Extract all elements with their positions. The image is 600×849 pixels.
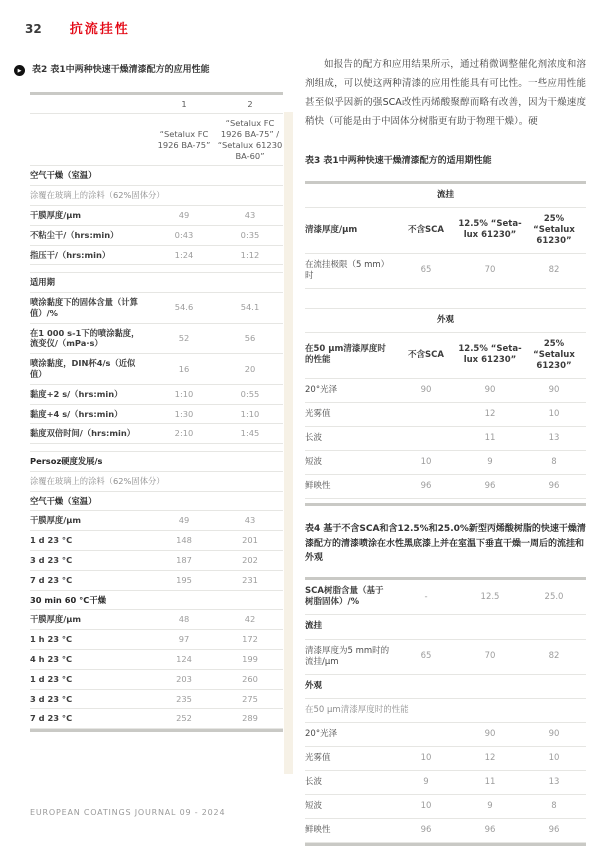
- row-value: 9: [487, 457, 493, 468]
- row-value: 231: [242, 574, 258, 585]
- row-value: 1:12: [240, 249, 260, 260]
- row-value: 235: [176, 693, 192, 704]
- row-value: 20: [244, 363, 256, 374]
- row-label: 3 d 23 °C: [30, 555, 73, 566]
- table2-bottom-border: [30, 729, 283, 732]
- row-value: 90: [484, 728, 496, 739]
- row-value: 25% “Setalux 61230”: [533, 338, 575, 371]
- row-value: 0:43: [174, 229, 194, 240]
- row-value: 65: [420, 651, 432, 662]
- right-column: [305, 55, 586, 846]
- row-label: 外观: [305, 680, 323, 691]
- table-row: [30, 265, 283, 273]
- table-row: [30, 610, 283, 630]
- row-value: 不含SCA: [408, 224, 444, 235]
- row-value: 11: [484, 776, 496, 787]
- table4-caption: 表4 基于不含SCA和含12.5%和25.0%新型丙烯酸树脂的快速干燥清漆配方的清漆喷涂在水性黑底漆上并在室温下垂直干燥一周后的流挂和外观: [305, 524, 586, 563]
- table-row: [305, 580, 586, 615]
- left-column: [14, 64, 283, 732]
- row-value: 90: [548, 384, 560, 395]
- row-value: 124: [176, 653, 192, 664]
- row-label: 黏度+2 s/（hrs:min）: [30, 388, 123, 399]
- row-label: 干膜厚度/μm: [30, 209, 81, 220]
- table-row: [305, 427, 586, 451]
- row-value: 9: [487, 800, 493, 811]
- table-row: [305, 184, 586, 208]
- row-value: 8: [551, 800, 557, 811]
- row-value: 12: [484, 752, 496, 763]
- row-value: “Setalux FC 1926 BA-75” / “Setalux 61230 BA-60”: [217, 118, 283, 161]
- row-label: 短波: [305, 457, 323, 468]
- row-label: 20°光泽: [305, 728, 338, 739]
- table-row: [30, 206, 283, 226]
- row-value: 11: [484, 433, 496, 444]
- row-value: 1: [181, 98, 187, 109]
- row-value: 82: [548, 651, 560, 662]
- row-label: 流挂: [305, 621, 323, 632]
- table-row: [30, 709, 283, 729]
- row-value: 203: [176, 673, 192, 684]
- table-row: [305, 615, 586, 639]
- row-value: 10: [420, 800, 432, 811]
- row-value: 97: [178, 634, 190, 645]
- table-row: [305, 208, 586, 254]
- row-value: 90: [548, 728, 560, 739]
- row-value: 70: [484, 265, 496, 276]
- row-value: 10: [420, 457, 432, 468]
- row-value: 201: [242, 535, 258, 546]
- table3-caption: 表3 表1中两种快速干燥清漆配方的适用期性能: [305, 156, 492, 166]
- table-row: [30, 531, 283, 551]
- row-label: 短波: [305, 800, 323, 811]
- table-row: [305, 819, 586, 843]
- table-row: [305, 254, 586, 289]
- row-value: -: [424, 591, 428, 602]
- table2-caption: 表2 表1中两种快速干燥清漆配方的应用性能: [32, 65, 210, 75]
- table-row: [30, 405, 283, 425]
- row-value: 65: [420, 265, 432, 276]
- table-row: [30, 452, 283, 472]
- row-label: 清漆厚度/μm: [305, 224, 358, 235]
- table-row: [30, 424, 283, 444]
- table4-bottom-border: [305, 843, 586, 846]
- row-value: 187: [176, 555, 192, 566]
- row-label: 涂覆在玻璃上的涂料（62%固体分）: [30, 475, 165, 486]
- row-label: 空气干燥（室温）: [30, 170, 97, 181]
- table-row: [30, 591, 283, 611]
- row-value: 10: [548, 752, 560, 763]
- journal-footer: EUROPEAN COATINGS JOURNAL 09 - 2024: [30, 808, 226, 817]
- row-value: 1:24: [174, 249, 194, 260]
- row-value: 12.5% “Setalux 61230”: [458, 219, 522, 241]
- table3-bottom-border: [305, 503, 586, 506]
- row-value: 49: [178, 209, 190, 220]
- table-row: [30, 630, 283, 650]
- row-value: 1:10: [174, 388, 194, 399]
- beige-divider-strip: [284, 112, 293, 774]
- row-value: 1:10: [240, 408, 260, 419]
- row-label: Persoz硬度发展/s: [30, 456, 103, 467]
- row-label: 黏度双倍时间/（hrs:min）: [30, 428, 136, 439]
- row-value: 54.1: [240, 302, 260, 313]
- row-label: 在流挂极限（5 mm）时: [305, 259, 390, 281]
- row-value: 148: [176, 535, 192, 546]
- row-label: 长波: [305, 776, 323, 787]
- row-value: 42: [244, 614, 256, 625]
- row-value: 172: [242, 634, 258, 645]
- row-label: 在50 μm清漆厚度时的性能: [305, 344, 386, 366]
- row-value: 48: [178, 614, 190, 625]
- row-value: 16: [178, 363, 190, 374]
- table-row: [305, 475, 586, 499]
- row-label: 黏度+4 s/（hrs:min）: [30, 408, 123, 419]
- row-label: 喷涂黏度，DIN杯4/s（近似值）: [30, 358, 136, 379]
- row-value: 12: [484, 409, 496, 420]
- row-value: 13: [548, 433, 560, 444]
- page-number: 32: [25, 22, 42, 36]
- table4-wrap: [305, 577, 586, 846]
- row-value: 96: [420, 481, 432, 492]
- row-label: 适用期: [30, 277, 55, 288]
- row-value: “Setalux FC 1926 BA-75”: [157, 129, 211, 150]
- table-row: [30, 551, 283, 571]
- table-row: [305, 309, 586, 333]
- row-value: 0:55: [240, 388, 260, 399]
- table-row: [305, 451, 586, 475]
- row-label: 喷涂黏度下的固体含量（计算值）/%: [30, 297, 138, 318]
- row-value: 82: [548, 265, 560, 276]
- table-row: [30, 690, 283, 710]
- table2: [30, 95, 283, 730]
- row-value: 56: [244, 333, 256, 344]
- row-label: 鲜映性: [305, 481, 331, 492]
- table-row: [305, 675, 586, 699]
- table2-caption-row: [14, 64, 283, 78]
- table-row: [30, 114, 283, 166]
- row-value: 90: [484, 384, 496, 395]
- row-label: 长波: [305, 433, 323, 444]
- row-label: 1 h 23 °C: [30, 634, 73, 645]
- table-row: [305, 289, 586, 309]
- table-row: [30, 492, 283, 512]
- row-value: 9: [423, 776, 429, 787]
- row-value: 54.6: [174, 302, 194, 313]
- table-row: [305, 403, 586, 427]
- row-value: 43: [244, 209, 256, 220]
- table-row: [30, 95, 283, 115]
- row-label: SCA树脂含量（基于树脂固体）/%: [305, 586, 384, 608]
- table-row: [30, 650, 283, 670]
- table3: [305, 184, 586, 500]
- table-row: [305, 771, 586, 795]
- section-heading: 外观: [436, 314, 454, 325]
- row-value: 70: [484, 651, 496, 662]
- row-value: 10: [548, 409, 560, 420]
- table-row: [30, 511, 283, 531]
- row-label: 光雾值: [305, 752, 331, 763]
- table-row: [30, 670, 283, 690]
- row-value: 不含SCA: [408, 349, 444, 360]
- table-row: [305, 699, 586, 723]
- table4: [305, 580, 586, 843]
- row-value: 96: [420, 824, 432, 835]
- row-label: 涂覆在玻璃上的涂料（62%固体分）: [30, 190, 165, 201]
- table-row: [30, 186, 283, 206]
- row-label: 干膜厚度/μm: [30, 614, 81, 625]
- row-value: 96: [484, 824, 496, 835]
- row-value: 275: [242, 693, 258, 704]
- row-value: 25% “Setalux 61230”: [533, 213, 575, 246]
- table-row: [305, 747, 586, 771]
- table-row: [30, 226, 283, 246]
- row-label: 在50 μm清漆厚度时的性能: [305, 704, 409, 715]
- row-value: 1:30: [174, 408, 194, 419]
- row-label: 30 min 60 °C干燥: [30, 594, 106, 605]
- table-row: [30, 354, 283, 385]
- row-label: 在1 000 s-1下的喷涂黏度，流变仪/（mPa·s）: [30, 327, 140, 349]
- table-row: [305, 723, 586, 747]
- row-value: 252: [176, 713, 192, 724]
- row-value: 43: [244, 515, 256, 526]
- table-row: [30, 166, 283, 186]
- table-row: [30, 385, 283, 405]
- row-value: 8: [551, 457, 557, 468]
- row-value: 10: [420, 752, 432, 763]
- row-label: 1 d 23 °C: [30, 673, 73, 684]
- row-value: 0:35: [240, 229, 260, 240]
- row-value: 25.0: [544, 591, 564, 602]
- row-value: 12.5: [480, 591, 500, 602]
- table-row: [30, 571, 283, 591]
- table-row: [305, 379, 586, 403]
- page-header: [25, 18, 130, 37]
- intro-paragraph: 如报告的配方和应用结果所示，通过稍微调整催化剂浓度和溶剂组成，可以使这两种清漆的应用性能具有可比性。一些应用性能甚至似乎因新的强SCA改性丙烯酸聚醇而略有改善，因为干燥速度稍快（可能是由于中固体分树脂更有助于物理干燥）。硬: [305, 59, 586, 127]
- row-value: 289: [242, 713, 258, 724]
- row-value: 13: [548, 776, 560, 787]
- row-label: 指压干/（hrs:min）: [30, 249, 111, 260]
- row-value: 2: [247, 98, 253, 109]
- table-row: [30, 246, 283, 266]
- row-value: 96: [548, 824, 560, 835]
- row-label: 4 h 23 °C: [30, 653, 73, 664]
- table-row: [30, 472, 283, 492]
- row-value: 2:10: [174, 428, 194, 439]
- row-value: 199: [242, 653, 258, 664]
- table-row: [305, 640, 586, 675]
- table-row: [305, 795, 586, 819]
- row-label: 7 d 23 °C: [30, 574, 73, 585]
- row-label: 光雾值: [305, 409, 331, 420]
- row-value: 52: [178, 333, 190, 344]
- row-value: 202: [242, 555, 258, 566]
- row-label: 7 d 23 °C: [30, 713, 73, 724]
- row-value: 96: [484, 481, 496, 492]
- row-label: 3 d 23 °C: [30, 693, 73, 704]
- section-heading: 流挂: [436, 189, 454, 200]
- table-row: [30, 444, 283, 452]
- row-value: 1:45: [240, 428, 260, 439]
- row-label: 鲜映性: [305, 824, 331, 835]
- table3-wrap: [305, 181, 586, 507]
- table-row: [305, 333, 586, 379]
- row-value: 49: [178, 515, 190, 526]
- row-label: 1 d 23 °C: [30, 535, 73, 546]
- row-value: 96: [548, 481, 560, 492]
- row-label: 20°光泽: [305, 384, 338, 395]
- row-label: 干膜厚度/μm: [30, 515, 81, 526]
- section-title: 抗流挂性: [69, 22, 130, 37]
- table-row: [30, 324, 283, 355]
- row-value: 12.5% “Setalux 61230”: [458, 344, 522, 366]
- row-value: 260: [242, 673, 258, 684]
- row-label: 不粘尘干/（hrs:min）: [30, 229, 119, 240]
- row-value: 195: [176, 574, 192, 585]
- row-value: 90: [420, 384, 432, 395]
- table-row: [30, 293, 283, 324]
- table2-wrap: [30, 92, 283, 733]
- arrow-bullet-icon: ▶: [14, 65, 25, 76]
- table-row: [30, 273, 283, 293]
- row-label: 清漆厚度为5 mm时的流挂/μm: [305, 645, 390, 667]
- row-label: 空气干燥（室温）: [30, 495, 97, 506]
